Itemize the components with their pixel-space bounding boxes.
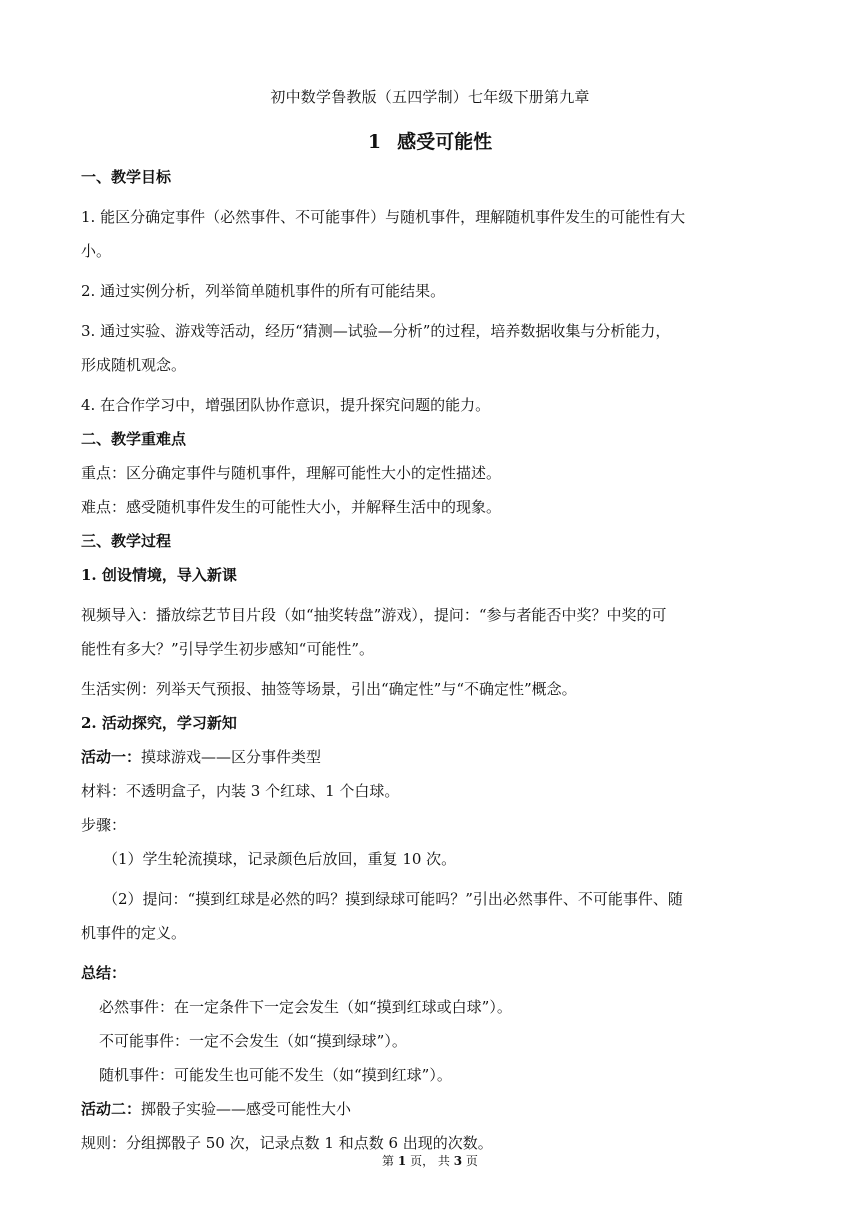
key-point: 重点：区分确定事件与随机事件，理解可能性大小的定性描述。: [81, 464, 502, 482]
steps-label: 步骤：: [81, 816, 127, 834]
footer-suffix: 页: [465, 1154, 478, 1168]
activity-2-title: [81, 1098, 781, 1120]
step-sub-1: （1）学生轮流摸球，记录颜色后放回，重复 10 次。: [103, 850, 457, 868]
footer-total-pages: 3: [453, 1154, 463, 1168]
step-1-heading: 1. 创设情境，导入新课: [81, 566, 237, 584]
section-heading-process: 三、教学过程: [81, 532, 172, 550]
title-number: 1: [367, 131, 382, 153]
objective-3-line-2: 形成随机观念。: [81, 356, 187, 374]
random-event-definition: 随机事件：可能发生也可能不发生（如“摸到红球”）。: [99, 1066, 452, 1084]
step-sub-2-line-1: （2）提问：“摸到红球是必然的吗？摸到绿球可能吗？”引出必然事件、不可能事件、随: [103, 890, 683, 908]
video-intro-line-1: 视频导入：播放综艺节目片段（如“抽奖转盘”游戏），提问：“参与者能否中奖？中奖的可: [81, 606, 667, 624]
dice-rule: 规则：分组掷骰子 50 次，记录点数 1 和点数 6 出现的次数。: [81, 1134, 493, 1152]
activity-2-text: 掷骰子实验——感受可能性大小: [141, 1100, 352, 1118]
objective-3-line-1: 3. 通过实验、游戏等活动，经历“猜测—试验—分析”的过程，培养数据收集与分析能力，: [81, 322, 671, 340]
objective-1-line-2: 小。: [81, 242, 112, 260]
page-footer: [0, 1152, 860, 1169]
step-sub-2: [81, 882, 781, 950]
summary-label: 总结：: [81, 964, 127, 982]
life-example: 生活实例：列举天气预报、抽签等场景，引出“确定性”与“不确定性”概念。: [81, 680, 577, 698]
objective-item-1: [81, 200, 781, 268]
footer-page-number: 1: [397, 1154, 407, 1168]
step-sub-2-line-2: 机事件的定义。: [81, 924, 187, 942]
activity-2-label: 活动二：: [81, 1100, 142, 1118]
objective-item-4: 4. 在合作学习中，增强团队协作意识，提升探究问题的能力。: [81, 396, 491, 414]
activity-1-title: [81, 746, 781, 768]
certain-event-definition: 必然事件：在一定条件下一定会发生（如“摸到红球或白球”）。: [99, 998, 512, 1016]
footer-mid: 页， 共: [410, 1154, 450, 1168]
activity-1-text: 摸球游戏——区分事件类型: [141, 748, 322, 766]
document-title: [0, 127, 860, 154]
document-subtitle: 初中数学鲁教版（五四学制）七年级下册第九章: [270, 88, 590, 106]
difficult-point: 难点：感受随机事件发生的可能性大小，并解释生活中的现象。: [81, 498, 502, 516]
video-intro-line-2: 能性有多大？”引导学生初步感知“可能性”。: [81, 640, 375, 658]
objective-item-2: 2. 通过实例分析，列举简单随机事件的所有可能结果。: [81, 282, 446, 300]
materials: 材料：不透明盒子，内装 3 个红球、1 个白球。: [81, 782, 400, 800]
video-intro-paragraph: [81, 598, 781, 666]
section-heading-objectives: 一、教学目标: [81, 168, 172, 186]
step-2-heading: 2. 活动探究，学习新知: [81, 714, 237, 732]
title-text: 感受可能性: [397, 131, 493, 153]
objective-1-line-1: 1. 能区分确定事件（必然事件、不可能事件）与随机事件，理解随机事件发生的可能性有大: [81, 208, 686, 226]
activity-1-label: 活动一：: [81, 748, 142, 766]
section-heading-key-points: 二、教学重难点: [81, 430, 187, 448]
footer-prefix: 第: [382, 1154, 395, 1168]
document-body: [81, 166, 781, 1166]
objective-item-3: [81, 314, 781, 382]
impossible-event-definition: 不可能事件：一定不会发生（如“摸到绿球”）。: [99, 1032, 407, 1050]
